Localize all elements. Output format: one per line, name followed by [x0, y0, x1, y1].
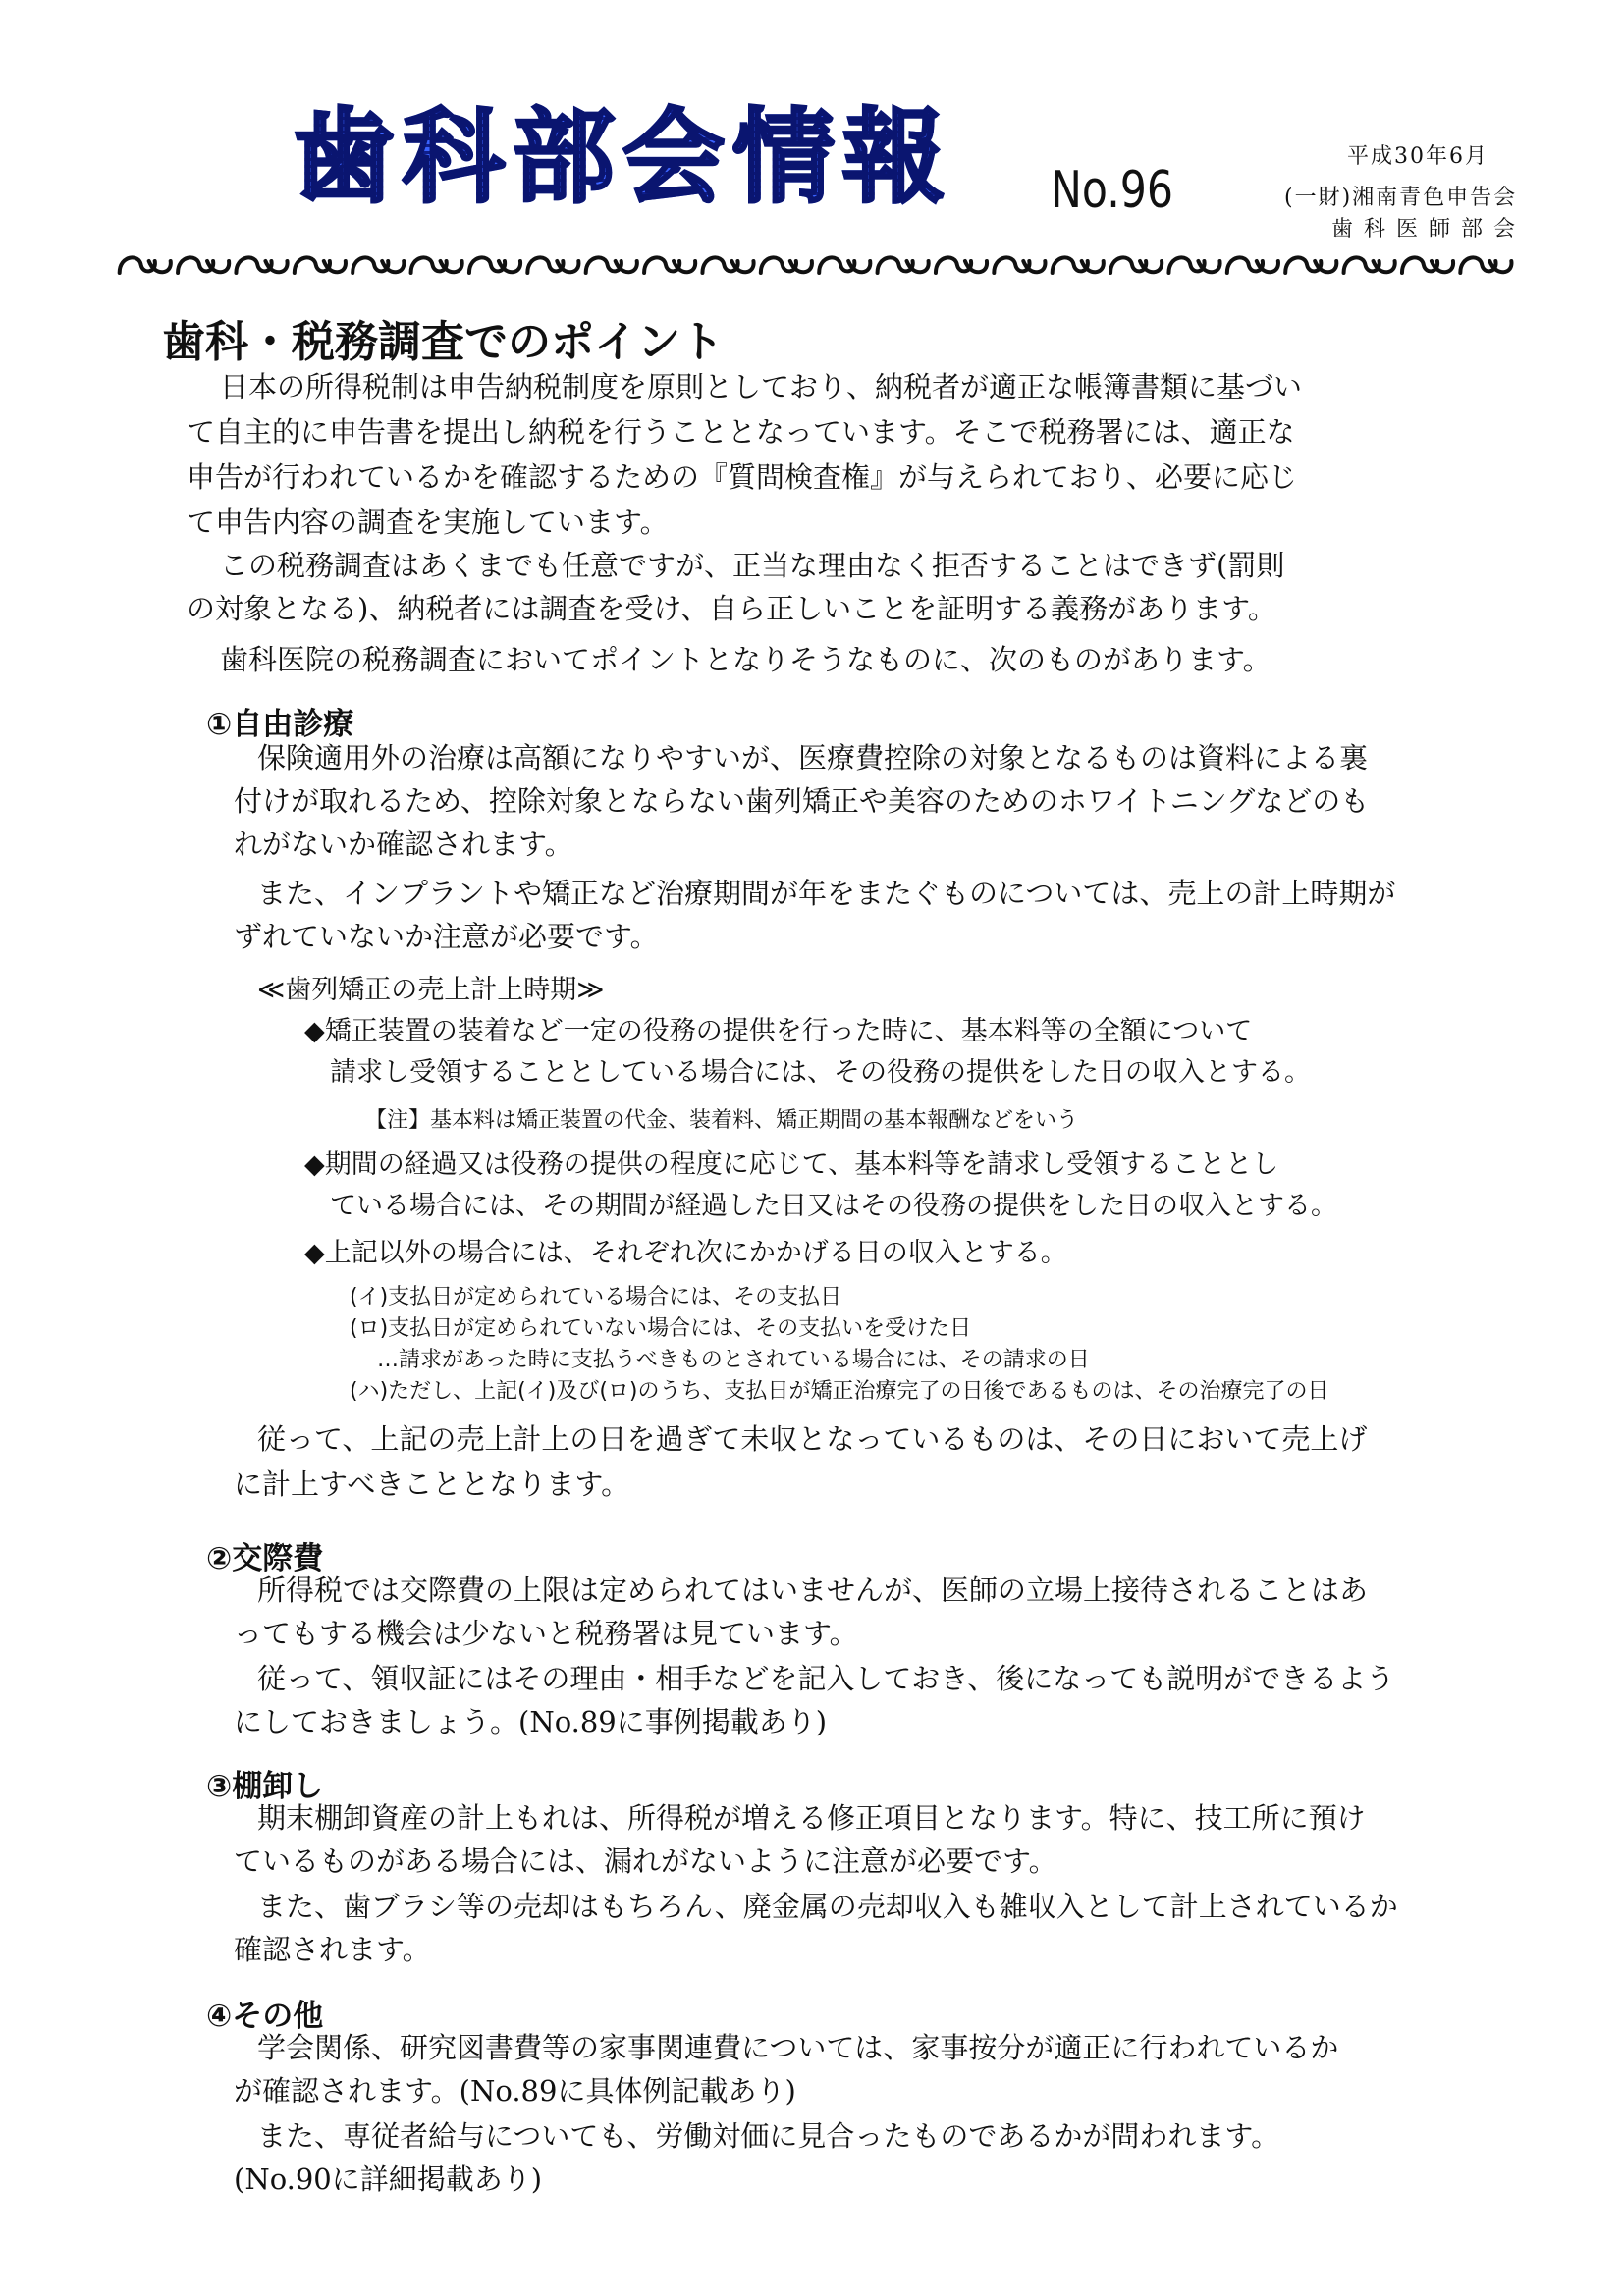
bullet-line: ◆期間の経過又は役務の提供の程度に応じて、基本料等を請求し受領することとし	[304, 1149, 1279, 1180]
section-line: 従って、領収証にはその理由・相手などを記入しておき、後になっても説明ができるよう	[257, 1662, 1395, 1695]
section-line: 学会関係、研究図書費等の家事関連費については、家事按分が適正に行われているか	[257, 2031, 1339, 2064]
ornament-wave	[469, 257, 520, 273]
issue-number: No.96	[1051, 161, 1174, 220]
section-line: ているものがある場合には、漏れがないように注意が必要です。	[234, 1844, 1057, 1878]
intro-line: この税務調査はあくまでも任意ですが、正当な理由なく拒否することはできず(罰則	[220, 549, 1285, 582]
ornament-wave	[1344, 257, 1395, 273]
section-line: ってもする機会は少ないと税務署は見ています。	[234, 1617, 858, 1650]
ornament-wave	[994, 257, 1045, 273]
ornament-wave	[586, 257, 637, 273]
ornament-wave	[236, 257, 287, 273]
note-line: 【注】基本料は矯正装置の代金、装着料、矯正期間の基本報酬などをいう	[365, 1108, 1079, 1133]
section-line: 付けが取れるため、控除対象とならない歯列矯正や美容のためのホワイトニングなどのも	[234, 784, 1370, 818]
intro-line: の対象となる)、納税者には調査を受け、自ら正しいことを証明する義務があります。	[187, 592, 1276, 625]
section-line: また、歯ブラシ等の売却はもちろん、廃金属の売却収入も雑収入として計上されているか	[257, 1890, 1398, 1923]
section-line: 確認されます。	[234, 1933, 431, 1966]
ornament-wave	[352, 257, 404, 273]
intro-line: て自主的に申告書を提出し納税を行うこととなっています。そこで税務署には、適正な	[187, 415, 1295, 449]
section-line: 所得税では交際費の上限は定められてはいませんが、医師の立場上接待されることはあ	[257, 1574, 1369, 1607]
intro-line: 歯科医院の税務調査においてポイントとなりそうなものに、次のものがあります。	[220, 643, 1271, 676]
sub-item: (ロ)支払日が定められていない場合には、その支払いを受けた日	[350, 1316, 972, 1341]
section-heading-entertainment: ②交際費	[206, 1541, 324, 1576]
bullet-line: 請求し受領することとしている場合には、その役務の提供をした日の収入とする。	[330, 1057, 1311, 1088]
ornament-wave	[1402, 257, 1453, 273]
ornament-wave	[761, 257, 812, 273]
sub-item: …請求があった時に支払うべきものとされている場合には、その請求の日	[377, 1348, 1090, 1372]
ornament-wave	[120, 257, 171, 273]
ornament-wave	[411, 257, 462, 273]
ornament-divider	[116, 247, 1515, 287]
section-line: また、インプラントや矯正など治療期間が年をまたぐものについては、売上の計上時期が	[257, 877, 1396, 910]
section-line: (No.90に詳細掲載あり)	[234, 2163, 543, 2196]
orthodontic-subheading: ≪歯列矯正の売上計上時期≫	[257, 975, 605, 1005]
ornament-wave	[1110, 257, 1162, 273]
ornament-wave	[1168, 257, 1219, 273]
sub-item: (ハ)ただし、上記(イ)及び(ロ)のうち、支払日が矯正治療完了の日後であるものは、その治療完了の日	[350, 1379, 1329, 1404]
section-line: 期末棚卸資産の計上もれは、所得税が増える修正項目となります。特に、技工所に預け	[257, 1801, 1366, 1835]
section-heading-free-treatment: ①自由診療	[206, 707, 354, 742]
ornament-wave	[527, 257, 578, 273]
bullet-line: ◆矯正装置の装着など一定の役務の提供を行った時に、基本料等の全額について	[304, 1016, 1253, 1046]
newsletter-title: 歯科部会情報	[293, 97, 953, 217]
intro-line: 日本の所得税制は申告納税制度を原則としており、納税者が適正な帳簿書類に基づい	[220, 370, 1303, 403]
section-line: また、専従者給与についても、労働対価に見合ったものであるかが問われます。	[257, 2119, 1280, 2153]
ornament-wave	[1460, 257, 1511, 273]
issue-date: 平成30年6月	[1347, 144, 1488, 169]
ornament-wave	[1053, 257, 1104, 273]
section-line: れがないか確認されます。	[234, 828, 573, 861]
section-heading-other: ④その他	[206, 1999, 324, 2034]
intro-line: 申告が行われているかを確認するための『質問検査権』が与えられており、必要に応じ	[187, 460, 1298, 494]
ornament-wave	[1227, 257, 1278, 273]
ornament-wave	[295, 257, 346, 273]
bullet-line: ている場合には、その期間が経過した日又はその役務の提供をした日の収入とする。	[330, 1191, 1337, 1221]
ornament-wave	[878, 257, 929, 273]
department-name: 歯 科 医 師 部 会	[1331, 217, 1517, 241]
section-line: 従って、上記の売上計上の日を過ぎて未収となっているものは、その日において売上げ	[257, 1422, 1368, 1456]
ornament-wave	[702, 257, 753, 273]
section-line: が確認されます。(No.89に具体例記載あり)	[234, 2074, 796, 2108]
section-heading-inventory: ③棚卸し	[206, 1769, 324, 1804]
organization-name: (一財)湘南青色申告会	[1284, 186, 1518, 210]
intro-line: て申告内容の調査を実施しています。	[187, 506, 669, 539]
section-line: にしておきましょう。(No.89に事例掲載あり)	[234, 1705, 828, 1738]
sub-item: (イ)支払日が定められている場合には、その支払日	[350, 1285, 842, 1309]
ornament-wave	[819, 257, 870, 273]
section-line: ずれていないか注意が必要です。	[234, 920, 659, 953]
bullet-line: ◆上記以外の場合には、それぞれ次にかかげる日の収入とする。	[304, 1238, 1067, 1268]
article-title: 歯科・税務調査でのポイント	[162, 317, 724, 367]
section-line: 保険適用外の治療は高額になりやすいが、医療費控除の対象となるものは資料による裏	[257, 741, 1369, 774]
ornament-wave	[1285, 257, 1336, 273]
section-line: に計上すべきこととなります。	[234, 1468, 630, 1501]
ornament-wave	[644, 257, 695, 273]
ornament-wave	[936, 257, 987, 273]
ornament-wave	[178, 257, 229, 273]
